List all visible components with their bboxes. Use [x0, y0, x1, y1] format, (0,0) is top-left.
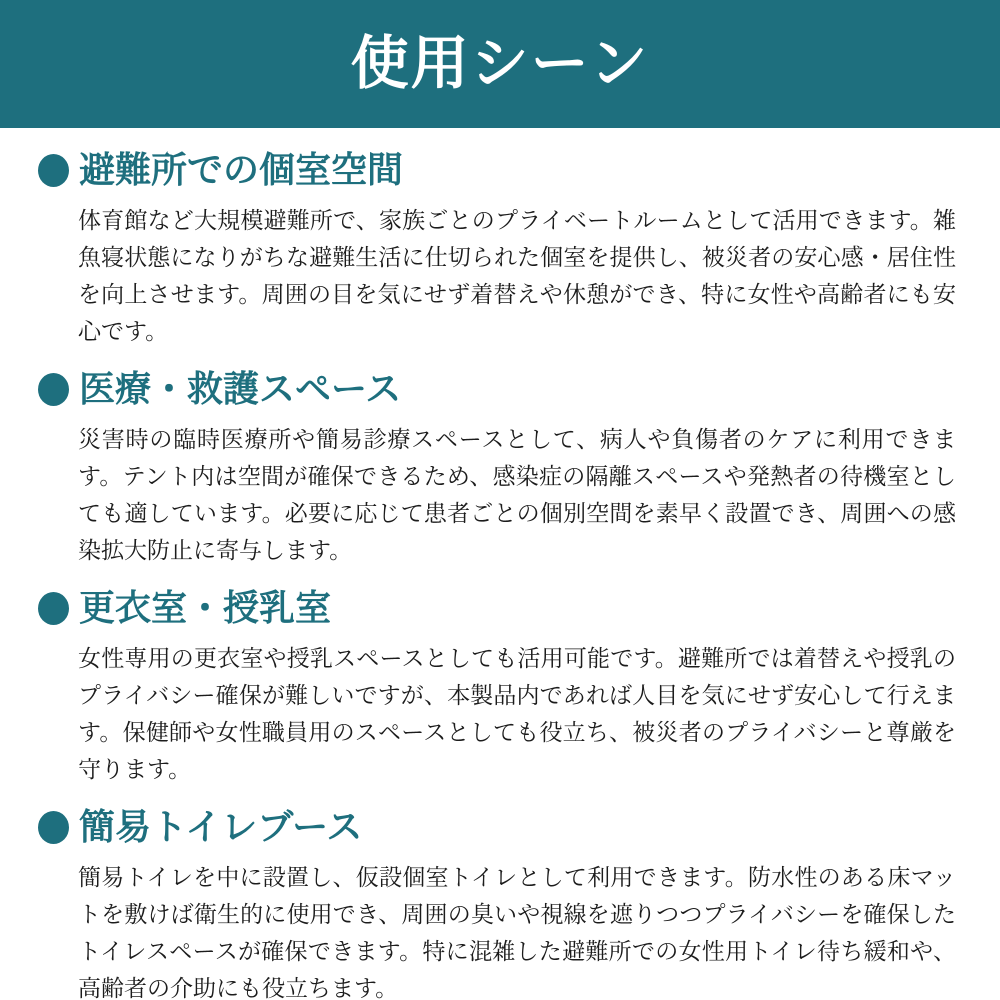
section-header [38, 807, 957, 847]
section-heading: 更衣室・授乳室 [79, 587, 332, 628]
section-body-text: 体育館など大規模避難所で、家族ごとのプライベートルームとして活用できます。雑魚寝状態になりがちな避難生活に仕切られた個室を提供し、被災者の安心感・居住性を向上させます。周囲の目を気にせず着替えや休憩ができ、特に女性や高齢者にも安心です。 [78, 207, 956, 344]
title-banner [0, 0, 1000, 128]
section-heading: 医療・救護スペース [79, 368, 402, 409]
section-changing-nursing-room [38, 588, 957, 788]
section-shelter-private-room [38, 150, 957, 350]
section-medical-rescue-space [38, 369, 957, 569]
section-body-text: 女性専用の更衣室や授乳スペースとしても活用可能です。避難所では着替えや授乳のプライバシー確保が難しいですが、本製品内であれば人目を気にせず安心して行えます。保健師や女性職員用のスペースとしても役立ち、被災者のプライバシーと尊厳を守ります。 [78, 645, 956, 782]
section-heading: 簡易トイレブース [79, 806, 363, 847]
section-simple-toilet-booth [38, 807, 957, 1000]
usage-scenes-content [0, 128, 1000, 1000]
section-header [38, 588, 957, 628]
bullet-circle-icon [38, 592, 69, 625]
bullet-circle-icon [38, 154, 69, 187]
section-header [38, 150, 957, 190]
section-body-text: 簡易トイレを中に設置し、仮設個室トイレとして利用できます。防水性のある床マットを敷けば衛生的に使用でき、周囲の臭いや視線を遮りつつプライバシーを確保したトイレスペースが確保できます。特に混雑した避難所での女性用トイレ待ち緩和や、高齢者の介助にも役立ちます。 [78, 864, 956, 1000]
section-body-text: 災害時の臨時医療所や簡易診療スペースとして、病人や負傷者のケアに利用できます。テント内は空間が確保できるため、感染症の隔離スペースや発熱者の待機室としても適しています。必要に応じて患者ごとの個別空間を素早く設置でき、周囲への感染拡大防止に寄与します。 [78, 426, 956, 563]
section-heading: 避難所での個室空間 [79, 149, 404, 190]
page-title: 使用シーン [350, 31, 650, 96]
bullet-circle-icon [38, 811, 69, 844]
bullet-circle-icon [38, 373, 69, 406]
section-header [38, 369, 957, 409]
